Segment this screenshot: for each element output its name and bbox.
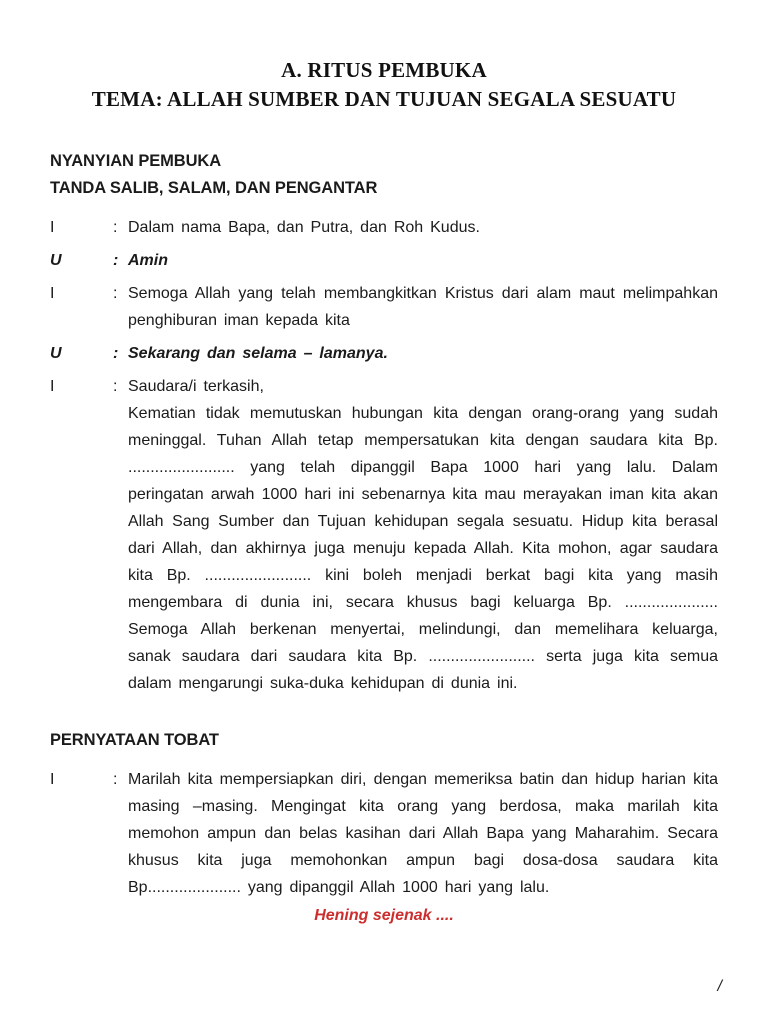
dialog-text bbox=[128, 247, 718, 274]
dialog-text bbox=[128, 766, 718, 901]
dialog-speaker: I bbox=[50, 771, 55, 788]
body-blocks bbox=[50, 148, 718, 929]
dialog-colon: : bbox=[113, 219, 118, 236]
section-heading: TANDA SALIB, SALAM, DAN PENGANTAR bbox=[50, 179, 378, 197]
dialog-speaker: I bbox=[50, 285, 55, 302]
dialog-paragraph: Saudara/i terkasih, bbox=[128, 378, 264, 395]
dialog-text bbox=[128, 373, 718, 697]
dialog-line bbox=[50, 247, 718, 274]
dialog-line bbox=[50, 373, 718, 697]
dialog-speaker: I bbox=[50, 219, 55, 236]
dialog-speaker: I bbox=[50, 378, 55, 395]
dialog-paragraph: Dalam nama Bapa, dan Putra, dan Roh Kudus. bbox=[128, 219, 480, 236]
dialog-paragraph: Semoga Allah yang telah membangkitkan Kristus dari alam maut melimpahkan penghiburan iman kepada kita bbox=[128, 285, 718, 329]
dialog-colon: : bbox=[113, 285, 118, 302]
dialog-text bbox=[128, 214, 718, 241]
section-heading: NYANYIAN PEMBUKA bbox=[50, 152, 222, 170]
dialog-text bbox=[128, 280, 718, 334]
dialog-line bbox=[50, 214, 718, 241]
page-number: / bbox=[717, 978, 722, 995]
section-heading: PERNYATAAN TOBAT bbox=[50, 731, 219, 749]
dialog-text bbox=[128, 340, 718, 367]
dialog-line bbox=[50, 280, 718, 334]
dialog-paragraph: Amin bbox=[128, 252, 168, 269]
dialog-speaker: U bbox=[50, 252, 62, 269]
dialog-paragraph: Sekarang dan selama – lamanya. bbox=[128, 345, 388, 362]
dialog-colon: : bbox=[113, 345, 119, 362]
document-title bbox=[50, 56, 718, 114]
title-line-2: TEMA: ALLAH SUMBER DAN TUJUAN SEGALA SESUATU bbox=[91, 87, 677, 111]
dialog-speaker: U bbox=[50, 345, 62, 362]
dialog-colon: : bbox=[113, 771, 118, 788]
dialog-colon: : bbox=[113, 252, 119, 269]
dialog-line bbox=[50, 340, 718, 367]
silence-note: Hening sejenak .... bbox=[314, 907, 454, 924]
title-line-1: A. RITUS PEMBUKA bbox=[281, 58, 487, 82]
dialog-paragraph: Kematian tidak memutuskan hubungan kita dengan orang-orang yang sudah meninggal. Tuhan Allah tetap mempersatukan kita dengan saudara kita Bp. ........................ yang telah dipanggil Bapa 1000 hari yang lalu. Dalam peringatan arwah 1000 hari ini sebenarnya kita mau merayakan iman kita akan Allah Sang Sumber dan Tujuan kehidupan segala sesuatu. Hidup kita berasal dari Allah, dan akhirnya juga menuju kepada Allah. Kita mohon, agar saudara kita Bp. ........................ kini boleh menjadi berkat bagi kita yang masih mengembara di dunia ini, secara khusus bagi keluarga Bp. ..................... Semoga Allah berkenan menyertai, melindungi, dan memelihara keluarga, sanak saudara dari saudara kita Bp. ........................ serta juga kita semua dalam mengarungi suka-duka kehidupan di dunia ini. bbox=[128, 405, 718, 692]
dialog-line bbox=[50, 766, 718, 901]
dialog-paragraph: Marilah kita mempersiapkan diri, dengan memeriksa batin dan hidup harian kita masing –masing. Mengingat kita orang yang berdosa, maka marilah kita memohon ampun dan belas kasihan dari Allah Bapa yang Maharahim. Secara khusus kita juga memohonkan ampun bagi dosa-dosa saudara kita Bp..................... yang dipanggil Allah 1000 hari yang lalu. bbox=[128, 771, 718, 896]
dialog-colon: : bbox=[113, 378, 118, 395]
